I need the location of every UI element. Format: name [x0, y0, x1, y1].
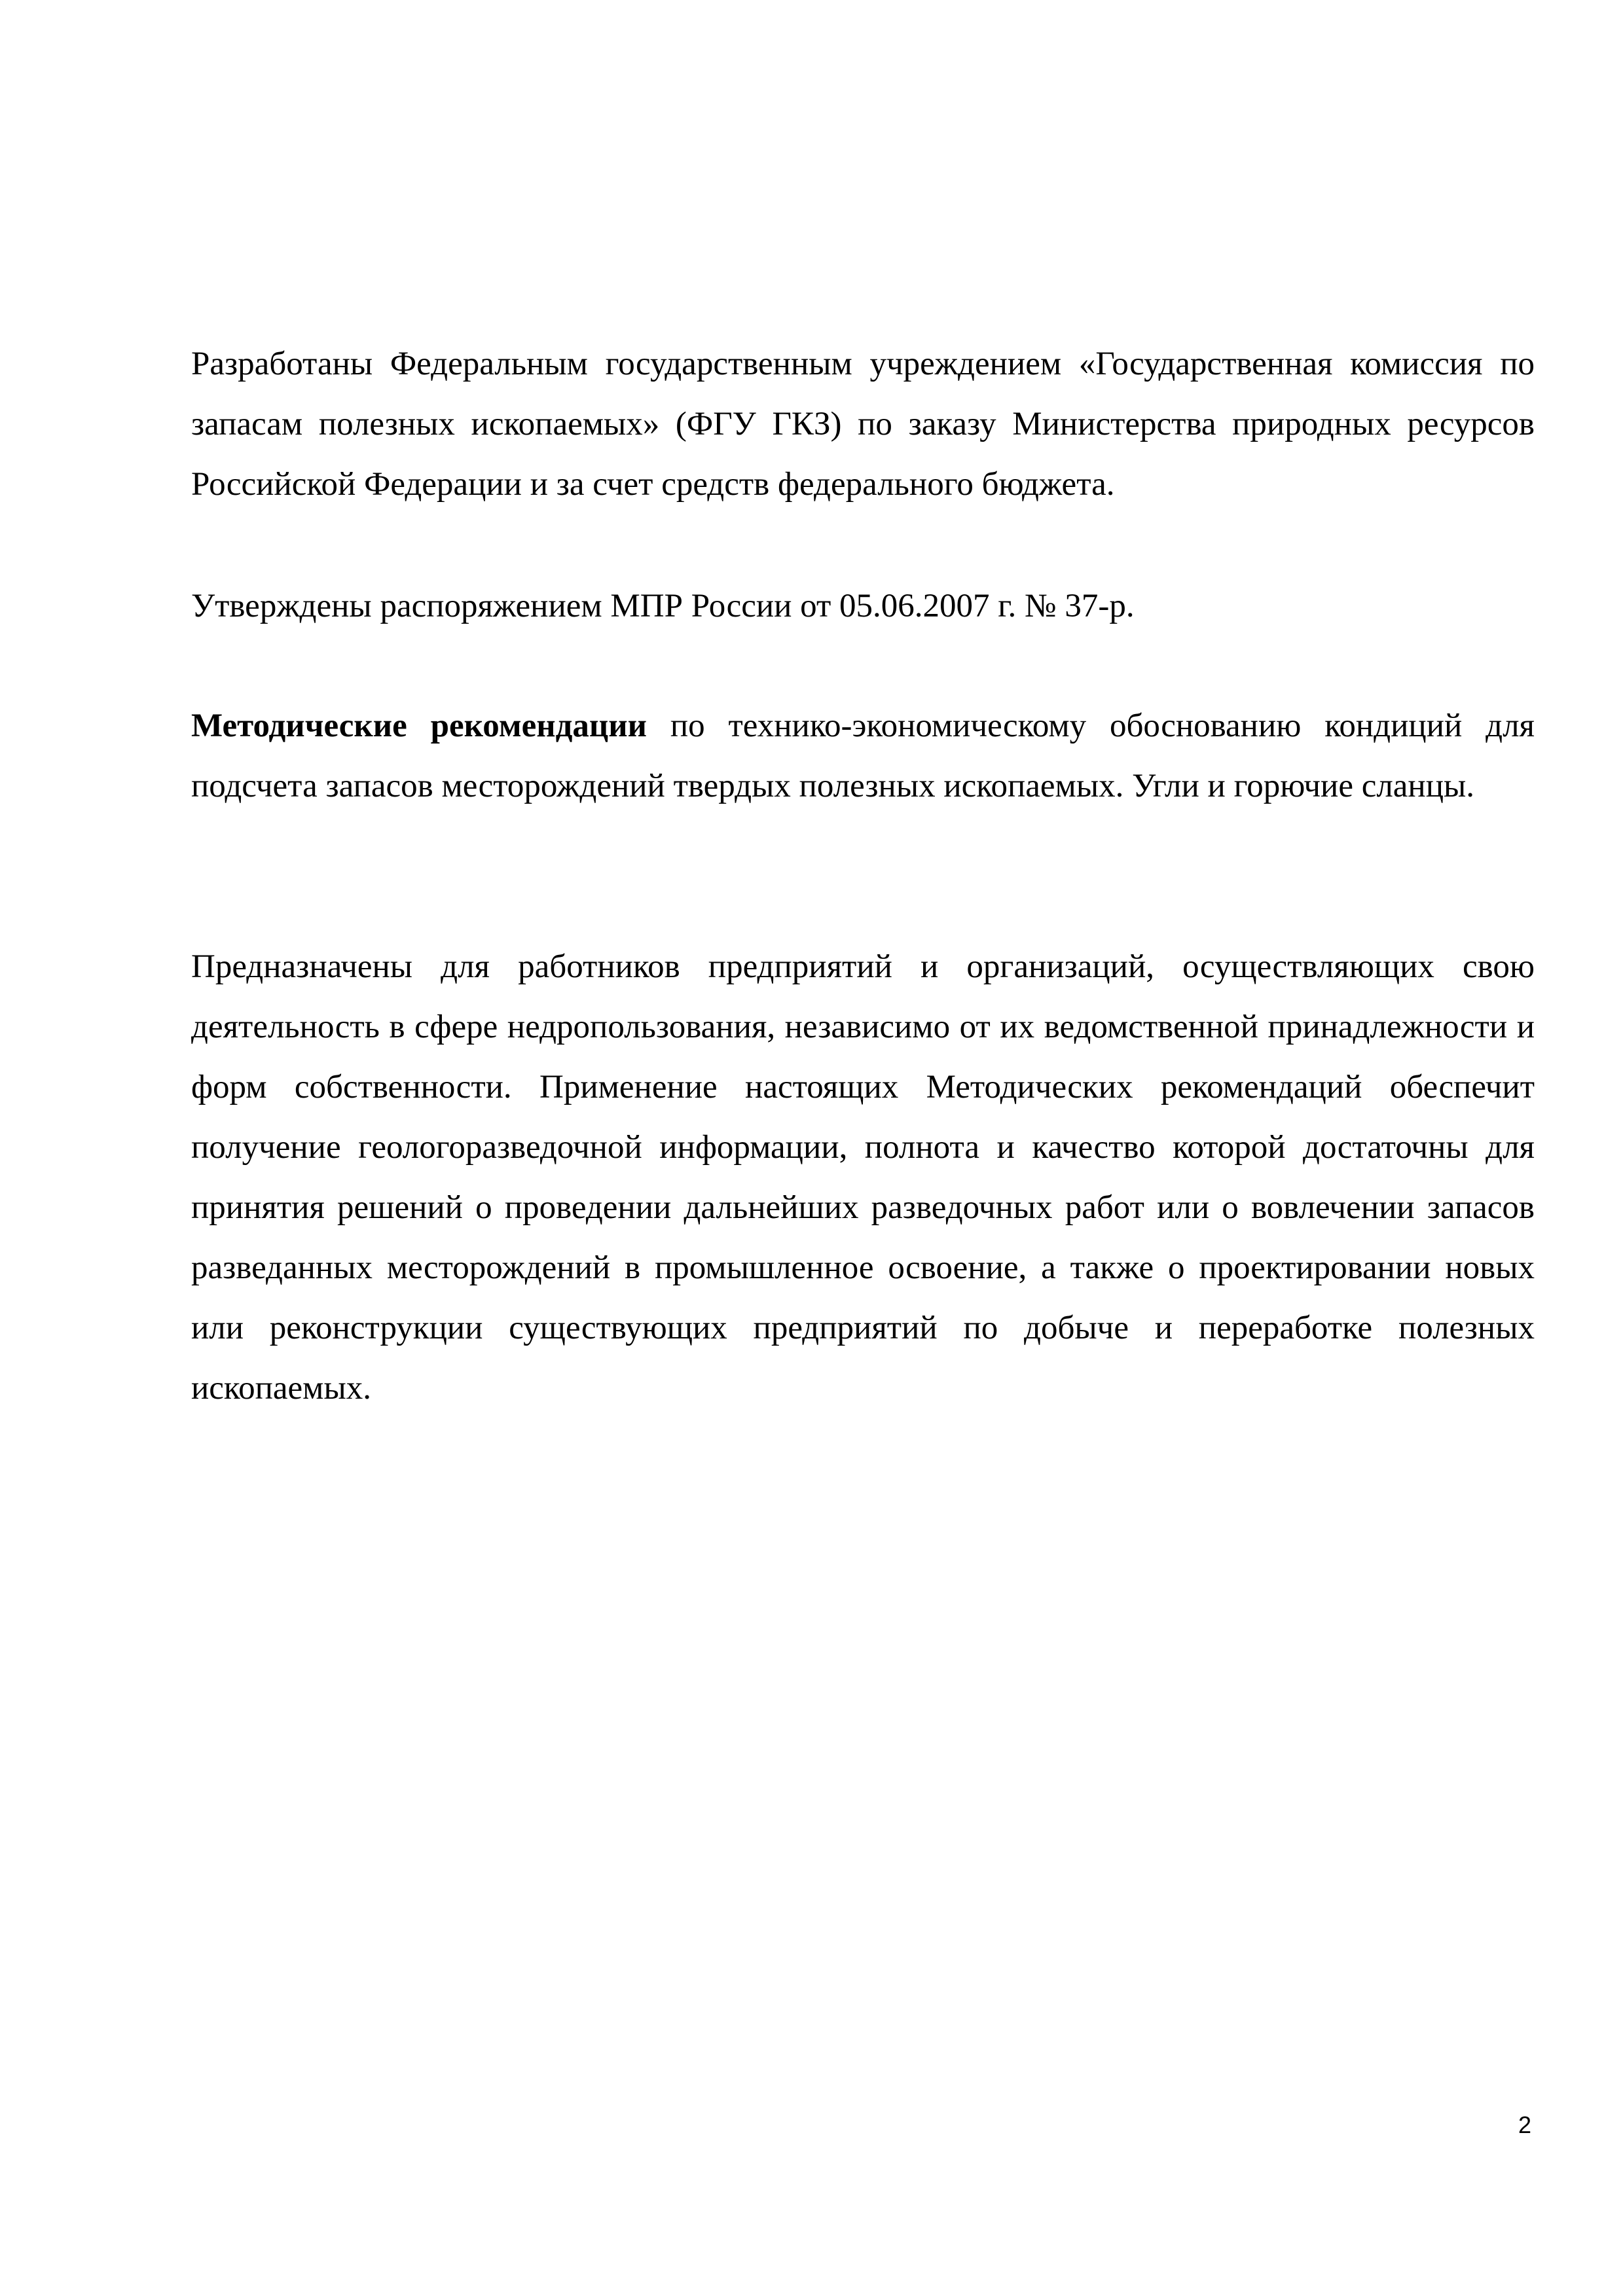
document-subject: по технико-экономическому обоснованию кондиций для подсчета запасов месторождений твердых полезных ископаемых. Угли и горючие сланцы. — [191, 708, 1535, 804]
title-paragraph — [191, 696, 1535, 816]
page-number: 2 — [1518, 2111, 1531, 2138]
purpose-paragraph: Предназначены для работников предприятий и организаций, осуществляющих свою деятельность в сфере недропользования, независимо от их ведомственной принадлежности и форм собственности. Применение настоящих Методических рекомендаций обеспечит получение геологоразведочной информации, полнота и качество которой достаточны для принятия решений о проведении дальнейших разведочных работ или о вовлечении запасов разведанных месторождений в промышленное освоение, а также о проектировании новых или реконструкции существующих предприятий по добыче и переработке полезных ископаемых. — [191, 948, 1535, 1407]
document-title: Методические рекомендации — [191, 708, 647, 744]
developer-paragraph: Разработаны Федеральным государственным учреждением «Государственная комиссия по запасам полезных ископаемых» (ФГУ ГКЗ) по заказу Министерства природных ресурсов Российской Федерации и за счет средств федерального бюджета. — [191, 346, 1535, 503]
approval-paragraph: Утверждены распоряжением МПР России от 05.06.2007 г. № 37-р. — [191, 588, 1135, 624]
